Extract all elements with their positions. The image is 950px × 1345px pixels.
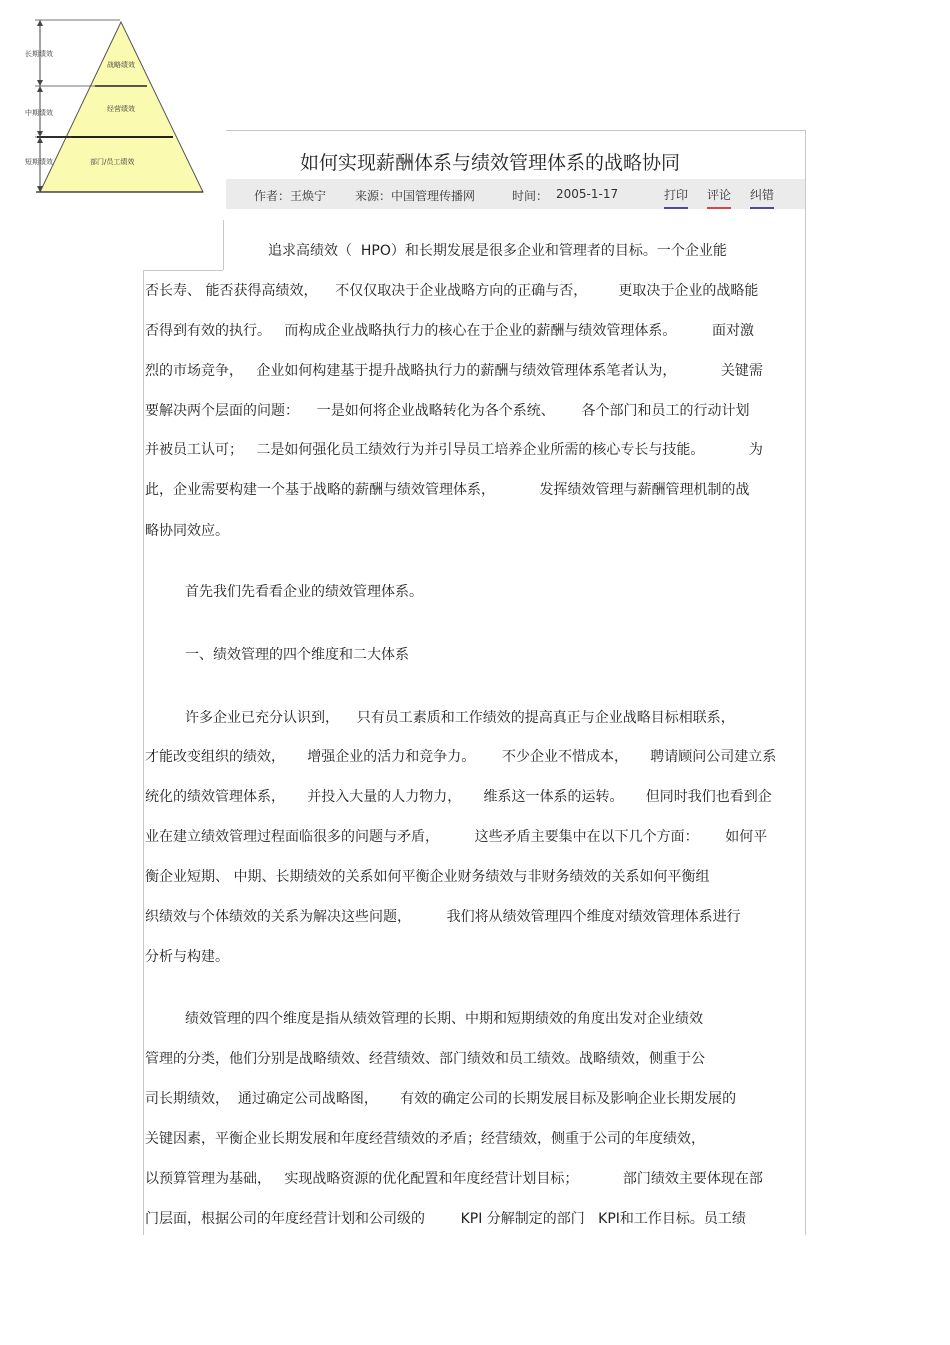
body-line-7: 此，企业需要构建一个基于战略的薪酬与绩效管理体系， 发挥绩效管理与薪酬管理机制的战 — [145, 482, 750, 498]
correct-error-link[interactable]: 纠错 — [750, 186, 774, 209]
body-line-17: 分析与构建。 — [145, 949, 229, 965]
body-line-1: 追求高绩效（ HPO）和长期发展是很多企业和管理者的目标。一个企业能 — [268, 243, 727, 259]
body-line-19: 管理的分类，他们分别是战略绩效、经营绩效、部门绩效和员工绩效。战略绩效，侧重于公 — [145, 1051, 705, 1067]
body-line-22: 以预算管理为基础， 实现战略资源的优化配置和年度经营计划目标； 部门绩效主要体现在部 — [145, 1171, 763, 1187]
body-line-23: 门层面，根据公司的年度经营计划和公司级的 KPI 分解制定的部门 KPI和工作目标。员工绩 — [145, 1211, 746, 1227]
body-line-8: 略协同效应。 — [145, 523, 229, 539]
article-title: 如何实现薪酬体系与绩效管理体系的战略协同 — [299, 152, 680, 174]
frame-top-line — [226, 130, 806, 131]
body-line-15: 衡企业短期、 中期、长期绩效的关系如何平衡企业财务绩效与非财务绩效的关系如何平衡组 — [145, 869, 710, 885]
side-label-short-term: 短期绩效 — [25, 158, 53, 166]
side-label-long-term: 长期绩效 — [25, 50, 53, 58]
frame-left-line — [143, 270, 144, 1235]
arrow-down-1 — [37, 80, 43, 86]
body-line-6: 并被员工认可； 二是如何强化员工绩效行为并引导员工培养企业所需的核心专长与技能。 为 — [145, 442, 763, 458]
frame-left-upper-line — [223, 220, 224, 270]
article-source: 来源：中国管理传播网 — [355, 189, 476, 203]
body-line-4: 烈的市场竞争， 企业如何构建基于提升战略执行力的薪酬与绩效管理体系笔者认为， 关键需 — [145, 363, 763, 379]
article-author: 作者：王焕宁 — [254, 189, 327, 203]
comment-link[interactable]: 评论 — [707, 186, 731, 209]
tier-label-department-employee: 部门/员工绩效 — [90, 158, 135, 166]
tier-label-operational: 经营绩效 — [107, 105, 135, 113]
body-line-3: 否得到有效的执行。 而构成企业战略执行力的核心在于企业的薪酬与绩效管理体系。 面对激 — [145, 323, 754, 339]
frame-mid-line — [143, 270, 223, 271]
body-line-5: 要解决两个层面的问题： 一是如何将企业战略转化为各个系统、 各个部门和员工的行动计划 — [145, 403, 750, 419]
arrow-up-2 — [37, 86, 43, 92]
article-time-label: 时间： — [512, 189, 549, 203]
section-heading-1: 一、绩效管理的四个维度和二大体系 — [185, 647, 409, 663]
body-line-12: 才能改变组织的绩效， 增强企业的活力和竞争力。 不少企业不惜成本， 聘请顾问公司建立系 — [145, 749, 777, 765]
body-line-20: 司长期绩效， 通过确定公司战略图， 有效的确定公司的长期发展目标及影响企业长期发展的 — [145, 1091, 737, 1107]
print-link[interactable]: 打印 — [664, 186, 688, 209]
body-line-9: 首先我们先看看企业的绩效管理体系。 — [185, 584, 423, 600]
body-line-11: 许多企业已充分认识到， 只有员工素质和工作绩效的提高真正与企业战略目标相联系， — [185, 710, 735, 726]
body-line-13: 统化的绩效管理体系， 并投入大量的人力物力， 维系这一体系的运转。 但同时我们也看到企 — [145, 789, 772, 805]
body-line-14: 业在建立绩效管理过程面临很多的问题与矛盾， 这些矛盾主要集中在以下几个方面： 如何平 — [145, 829, 768, 845]
tier-label-strategic: 战略绩效 — [107, 61, 135, 69]
body-line-16: 织绩效与个体绩效的关系为解决这些问题， 我们将从绩效管理四个维度对绩效管理体系进行 — [145, 909, 741, 925]
arrow-up-1 — [37, 20, 43, 26]
body-line-2: 否长寿、 能否获得高绩效， 不仅仅取决于企业战略方向的正确与否， 更取决于企业的战略能 — [145, 283, 759, 299]
side-label-mid-term: 中期绩效 — [25, 109, 53, 117]
article-date: 2005-1-17 — [556, 187, 619, 201]
body-line-18: 绩效管理的四个维度是指从绩效管理的长期、中期和短期绩效的角度出发对企业绩效 — [185, 1011, 703, 1027]
frame-right-line — [805, 130, 806, 1235]
performance-pyramid-diagram — [0, 0, 226, 220]
body-line-21: 关键因素，平衡企业长期发展和年度经营绩效的矛盾；经营绩效，侧重于公司的年度绩效， — [145, 1131, 705, 1147]
